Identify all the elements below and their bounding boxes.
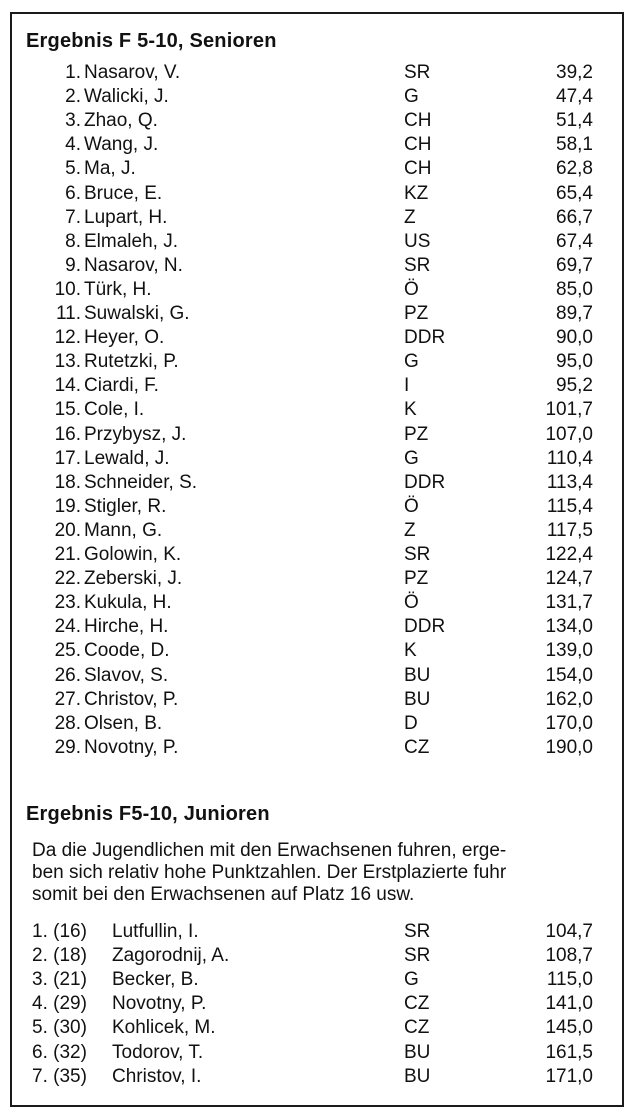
senior-result-row xyxy=(0,109,636,133)
country-cell: Ö xyxy=(404,592,419,614)
country-cell: Ö xyxy=(404,278,419,300)
junior-result-row xyxy=(0,1041,636,1065)
name-cell: Stigler, R. xyxy=(84,495,167,517)
rank-cell: 17. xyxy=(54,447,81,469)
country-cell: DDR xyxy=(404,616,446,638)
junior-result-row xyxy=(0,1065,636,1089)
senior-result-row xyxy=(0,350,636,374)
senior-result-row xyxy=(0,230,636,254)
country-cell: CH xyxy=(404,158,432,180)
name-cell: Becker, B. xyxy=(112,969,199,991)
rank-cell: 14. xyxy=(54,375,81,397)
score-cell: 65,4 xyxy=(556,182,593,204)
senior-result-row xyxy=(0,302,636,326)
name-cell: Kukula, H. xyxy=(84,592,172,614)
name-cell: Golowin, K. xyxy=(84,544,182,565)
rank-cell: 6. xyxy=(65,182,81,204)
country-cell: Ö xyxy=(404,495,419,517)
name-cell: Novotny, P. xyxy=(84,736,179,758)
score-cell: 171,0 xyxy=(545,1065,593,1087)
score-cell: 107,0 xyxy=(545,423,593,445)
name-cell: Slavov, S. xyxy=(84,664,169,686)
score-cell: 62,8 xyxy=(556,158,593,180)
name-cell: Schneider, S. xyxy=(84,471,198,493)
rank-cell: 1. (16) xyxy=(32,921,87,942)
junior-result-row xyxy=(0,920,636,944)
name-cell: Lupart, H. xyxy=(84,206,168,228)
rank-cell: 27. xyxy=(54,688,81,710)
senior-result-row xyxy=(0,567,636,591)
senior-result-row xyxy=(0,615,636,639)
senior-result-row xyxy=(0,326,636,350)
country-cell: Z xyxy=(404,519,416,541)
rank-cell: 7. xyxy=(65,206,81,228)
senior-result-row xyxy=(0,133,636,157)
senior-result-row xyxy=(0,736,636,760)
senior-result-row xyxy=(0,712,636,736)
rank-cell: 7. (35) xyxy=(32,1065,87,1087)
score-cell: 145,0 xyxy=(545,1017,593,1039)
score-cell: 117,5 xyxy=(546,519,593,541)
rank-cell: 16. xyxy=(54,423,81,445)
name-cell: Lewald, J. xyxy=(84,447,170,469)
rank-cell: 24. xyxy=(54,616,81,638)
score-cell: 113,4 xyxy=(546,471,593,493)
score-cell: 51,4 xyxy=(556,110,593,132)
score-cell: 104,7 xyxy=(545,921,593,942)
name-cell: Cole, I. xyxy=(84,399,145,421)
score-cell: 110,4 xyxy=(546,447,593,469)
junior-result-row xyxy=(0,1016,636,1040)
senior-result-row xyxy=(0,664,636,688)
name-cell: Novotny, P. xyxy=(112,993,207,1015)
score-cell: 134,0 xyxy=(545,616,593,638)
country-cell: US xyxy=(404,230,431,252)
country-cell: D xyxy=(404,712,418,734)
score-cell: 95,2 xyxy=(556,375,593,397)
rank-cell: 11. xyxy=(55,303,81,324)
score-cell: 85,0 xyxy=(556,278,593,300)
country-cell: SR xyxy=(404,254,431,276)
country-cell: BU xyxy=(404,664,431,686)
score-cell: 122,4 xyxy=(545,544,593,565)
country-cell: KZ xyxy=(404,182,429,204)
rank-cell: 22. xyxy=(54,568,81,590)
senior-result-row xyxy=(0,688,636,712)
country-cell: G xyxy=(404,969,419,991)
score-cell: 95,0 xyxy=(556,351,593,373)
name-cell: Kohlicek, M. xyxy=(112,1017,216,1039)
senior-result-row xyxy=(0,61,636,85)
score-cell: 115,4 xyxy=(546,495,593,517)
country-cell: PZ xyxy=(404,423,429,445)
senior-result-row xyxy=(0,447,636,471)
name-cell: Ciardi, F. xyxy=(84,375,159,397)
senior-result-row xyxy=(0,495,636,519)
rank-cell: 3. xyxy=(65,110,81,132)
senior-result-row xyxy=(0,471,636,495)
country-cell: SR xyxy=(404,945,431,967)
junior-heading: Ergebnis F5-10, Junioren xyxy=(26,803,270,825)
name-cell: Rutetzki, P. xyxy=(84,351,179,373)
rank-cell: 2. xyxy=(65,86,81,108)
country-cell: CZ xyxy=(404,736,430,758)
senior-result-row xyxy=(0,206,636,230)
score-cell: 101,7 xyxy=(545,399,593,421)
name-cell: Christov, P. xyxy=(84,688,179,710)
name-cell: Przybysz, J. xyxy=(84,423,187,445)
name-cell: Wang, J. xyxy=(84,134,159,156)
country-cell: G xyxy=(404,351,419,373)
score-cell: 108,7 xyxy=(545,945,593,967)
country-cell: DDR xyxy=(404,471,446,493)
name-cell: Coode, D. xyxy=(84,640,170,662)
rank-cell: 8. xyxy=(65,230,81,252)
name-cell: Zagorodnij, A. xyxy=(112,945,230,967)
senior-result-row xyxy=(0,543,636,567)
name-cell: Olsen, B. xyxy=(84,712,163,734)
senior-result-row xyxy=(0,398,636,422)
country-cell: BU xyxy=(404,1065,431,1087)
junior-result-row xyxy=(0,992,636,1016)
score-cell: 154,0 xyxy=(545,664,593,686)
score-cell: 131,7 xyxy=(545,592,593,614)
rank-cell: 12. xyxy=(54,327,81,349)
name-cell: Bruce, E. xyxy=(84,182,163,204)
name-cell: Lutfullin, I. xyxy=(112,921,199,942)
junior-note xyxy=(32,840,612,906)
country-cell: K xyxy=(404,399,417,421)
rank-cell: 23. xyxy=(54,592,81,614)
score-cell: 89,7 xyxy=(556,303,593,324)
junior-note-line: ben sich relativ hohe Punktzahlen. Der Erstplazierte fuhr xyxy=(32,862,507,883)
senior-result-row xyxy=(0,182,636,206)
country-cell: K xyxy=(404,640,417,662)
rank-cell: 19. xyxy=(54,495,81,517)
senior-result-row xyxy=(0,157,636,181)
score-cell: 139,0 xyxy=(545,640,593,662)
junior-note-line: somit bei den Erwachsenen auf Platz 16 usw. xyxy=(32,884,415,905)
rank-cell: 21. xyxy=(54,544,81,565)
rank-cell: 4. xyxy=(65,134,81,156)
country-cell: BU xyxy=(404,1041,431,1063)
rank-cell: 10. xyxy=(54,278,81,300)
country-cell: G xyxy=(404,86,419,108)
score-cell: 161,5 xyxy=(545,1041,593,1063)
score-cell: 115,0 xyxy=(546,969,593,991)
country-cell: PZ xyxy=(404,303,429,324)
name-cell: Elmaleh, J. xyxy=(84,230,178,252)
junior-result-row xyxy=(0,968,636,992)
senior-result-row xyxy=(0,591,636,615)
score-cell: 124,7 xyxy=(545,568,593,590)
country-cell: SR xyxy=(404,62,431,83)
country-cell: CZ xyxy=(404,993,430,1015)
score-cell: 67,4 xyxy=(556,230,593,252)
junior-note-line: Da die Jugendlichen mit den Erwachsenen fuhren, erge- xyxy=(32,840,507,861)
country-cell: I xyxy=(404,375,410,397)
score-cell: 190,0 xyxy=(545,736,593,758)
name-cell: Mann, G. xyxy=(84,519,163,541)
senior-result-row xyxy=(0,423,636,447)
name-cell: Nasarov, V. xyxy=(84,62,181,83)
junior-result-row xyxy=(0,944,636,968)
name-cell: Ma, J. xyxy=(84,158,136,180)
rank-cell: 28. xyxy=(54,712,81,734)
rank-cell: 20. xyxy=(54,519,81,541)
country-cell: Z xyxy=(404,206,416,228)
score-cell: 58,1 xyxy=(556,134,593,156)
senior-heading: Ergebnis F 5-10, Senioren xyxy=(26,30,277,52)
senior-result-row xyxy=(0,278,636,302)
country-cell: SR xyxy=(404,544,431,565)
rank-cell: 29. xyxy=(54,736,81,758)
score-cell: 90,0 xyxy=(556,327,593,349)
name-cell: Nasarov, N. xyxy=(84,254,183,276)
name-cell: Hirche, H. xyxy=(84,616,169,638)
rank-cell: 25. xyxy=(54,640,81,662)
name-cell: Walicki, J. xyxy=(84,86,169,108)
country-cell: DDR xyxy=(404,327,446,349)
name-cell: Zeberski, J. xyxy=(84,568,183,590)
score-cell: 69,7 xyxy=(556,254,593,276)
score-cell: 141,0 xyxy=(545,993,593,1015)
senior-result-row xyxy=(0,85,636,109)
name-cell: Zhao, Q. xyxy=(84,110,158,132)
score-cell: 39,2 xyxy=(556,62,593,83)
rank-cell: 4. (29) xyxy=(32,993,87,1015)
score-cell: 170,0 xyxy=(545,712,593,734)
name-cell: Türk, H. xyxy=(84,278,152,300)
rank-cell: 13. xyxy=(54,351,81,373)
country-cell: CH xyxy=(404,134,432,156)
rank-cell: 15. xyxy=(54,399,81,421)
rank-cell: 18. xyxy=(54,471,81,493)
rank-cell: 1. xyxy=(65,62,81,83)
country-cell: CZ xyxy=(404,1017,430,1039)
rank-cell: 5. xyxy=(65,158,81,180)
senior-result-row xyxy=(0,519,636,543)
country-cell: CH xyxy=(404,110,432,132)
senior-result-row xyxy=(0,254,636,278)
country-cell: PZ xyxy=(404,568,429,590)
country-cell: SR xyxy=(404,921,431,942)
name-cell: Christov, I. xyxy=(112,1065,202,1087)
rank-cell: 2. (18) xyxy=(32,945,87,967)
name-cell: Heyer, O. xyxy=(84,327,165,349)
rank-cell: 6. (32) xyxy=(32,1041,87,1063)
name-cell: Todorov, T. xyxy=(112,1041,204,1063)
country-cell: BU xyxy=(404,688,431,710)
senior-result-row xyxy=(0,374,636,398)
country-cell: G xyxy=(404,447,419,469)
senior-result-row xyxy=(0,639,636,663)
rank-cell: 3. (21) xyxy=(32,969,87,991)
score-cell: 66,7 xyxy=(556,206,593,228)
score-cell: 47,4 xyxy=(556,86,593,108)
score-cell: 162,0 xyxy=(545,688,593,710)
rank-cell: 5. (30) xyxy=(32,1017,87,1039)
rank-cell: 9. xyxy=(65,254,81,276)
name-cell: Suwalski, G. xyxy=(84,303,190,324)
rank-cell: 26. xyxy=(54,664,81,686)
